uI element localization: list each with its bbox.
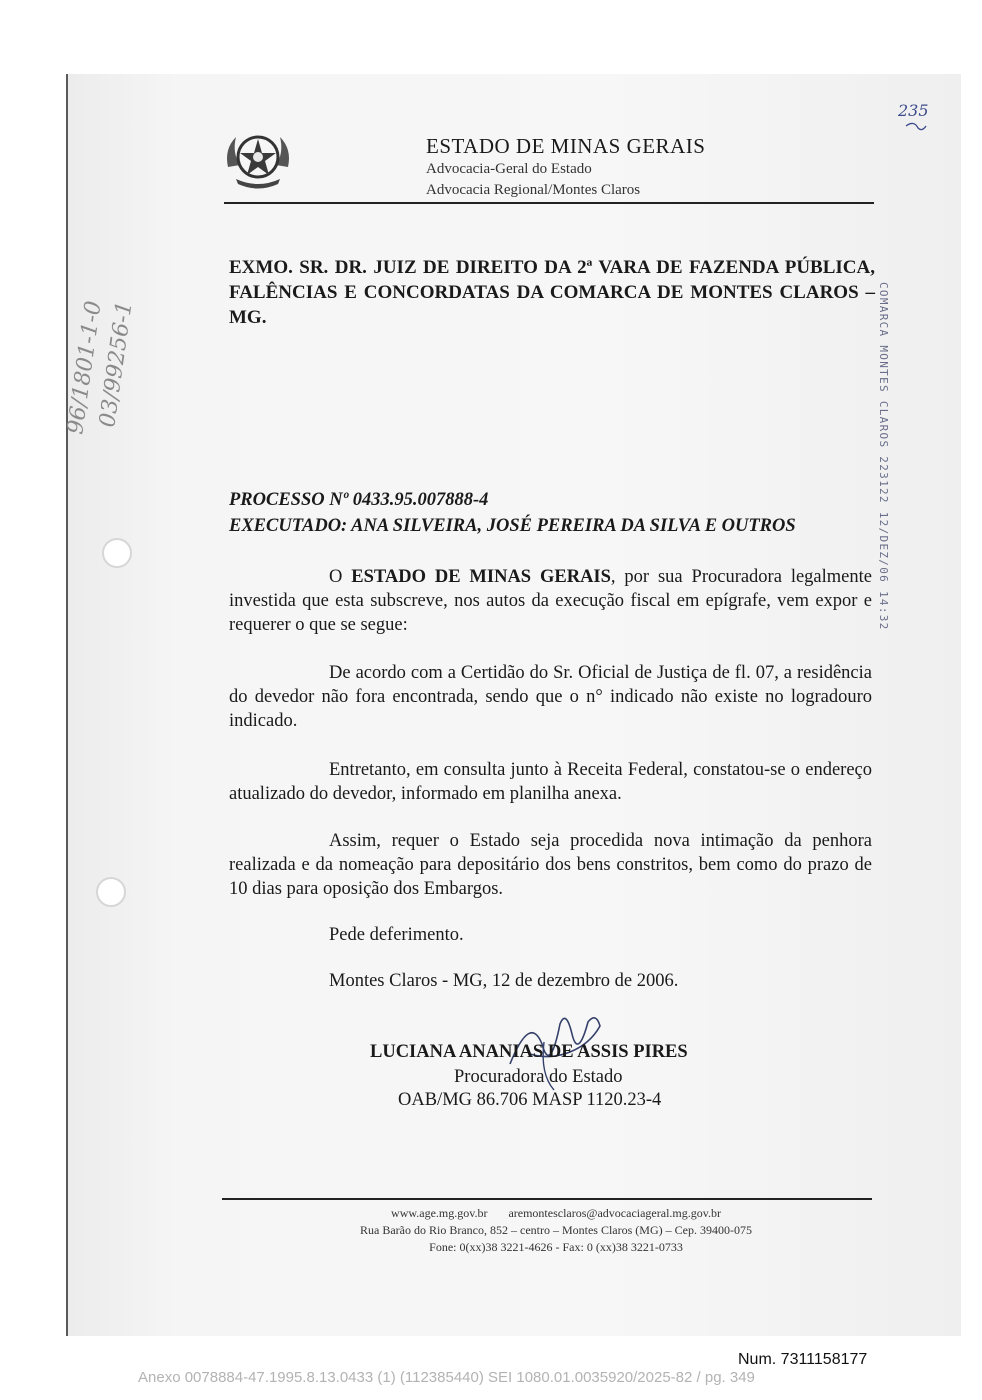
header-subtitle-regional: Advocacia Regional/Montes Claros — [426, 182, 641, 198]
footer-phones: Fone: 0(xx)38 3221-4626 - Fax: 0 (xx)38 3221-0733 — [429, 1240, 683, 1254]
signatory-name: LUCIANA ANANIAS DE ASSIS PIRES — [370, 1042, 688, 1062]
punch-hole-top — [102, 538, 132, 568]
punch-hole-bottom — [96, 877, 126, 907]
closing-request: Pede deferimento. — [329, 925, 464, 945]
handwritten-margin-notes — [52, 260, 138, 440]
page-number-text: 235 — [898, 101, 929, 120]
paragraph-receita: Entretanto, em consulta junto à Receita Federal, constatou-se o endereço atualizado do devedor, informado em planilha anexa. — [229, 760, 872, 804]
header-divider — [224, 202, 874, 204]
process-number: PROCESSO Nº 0433.95.007888-4 — [229, 490, 489, 510]
place-date: Montes Claros - MG, 12 de dezembro de 2006. — [329, 971, 679, 991]
annex-footer: Anexo 0078884-47.1995.8.13.0433 (1) (112385440) SEI 1080.01.0035920/2025-82 / pg. 349 — [138, 1369, 755, 1386]
header-subtitle-agency: Advocacia-Geral do Estado — [426, 161, 592, 177]
signatory-registration: OAB/MG 86.706 MASP 1120.23-4 — [398, 1090, 662, 1110]
footer-divider — [222, 1198, 872, 1200]
paragraph-request: Assim, requer o Estado seja procedida nova intimação da penhora realizada e da nomeação para depositário dos bens constritos, bem como do prazo de 10 dias para oposição dos Embargos. — [229, 831, 872, 899]
executed-parties: EXECUTADO: ANA SILVEIRA, JOSÉ PEREIRA DA SILVA E OUTROS — [229, 516, 796, 536]
paragraph-intro — [229, 565, 872, 637]
handwritten-page-number — [880, 96, 940, 138]
addressee-block: EXMO. SR. DR. JUIZ DE DIREITO DA 2ª VARA DE FAZENDA PÚBLICA, FALÊNCIAS E CONCORDATAS DA COMARCA DE MONTES CLAROS – MG. — [229, 257, 875, 328]
header-title: ESTADO DE MINAS GERAIS — [426, 134, 706, 158]
margin-note-2: 03/99256-1 — [95, 299, 138, 429]
document-number: Num. 7311158177 — [738, 1351, 868, 1368]
footer-website: www.age.mg.gov.br — [391, 1206, 488, 1220]
protocol-stamp: COMARCA MONTES CLAROS 223122 12/DEZ/06 14:32 — [877, 282, 890, 631]
footer-address: Rua Barão do Rio Branco, 852 – centro – Montes Claros (MG) – Cep. 39400-075 — [360, 1223, 752, 1237]
margin-note-1: 96/1801-1-0 — [63, 299, 107, 436]
footer-contacts — [236, 1206, 876, 1221]
state-coat-of-arms-icon — [222, 127, 294, 191]
intro-bold-state: ESTADO DE MINAS GERAIS — [351, 567, 611, 587]
footer-email: aremontesclaros@advocaciageral.mg.gov.br — [508, 1206, 721, 1220]
intro-rest: , por sua Procuradora legalmente investida que esta subscreve, nos autos da execução fiscal em epígrafe, vem expor e requerer o que se segue: — [229, 567, 872, 635]
intro-prefix: O — [329, 567, 352, 587]
signatory-role: Procuradora do Estado — [454, 1067, 623, 1087]
paragraph-certidao: De acordo com a Certidão do Sr. Oficial de Justiça de fl. 07, a residência do devedor não fora encontrada, sendo que o n° indicado não existe no logradouro indicado. — [229, 663, 872, 731]
